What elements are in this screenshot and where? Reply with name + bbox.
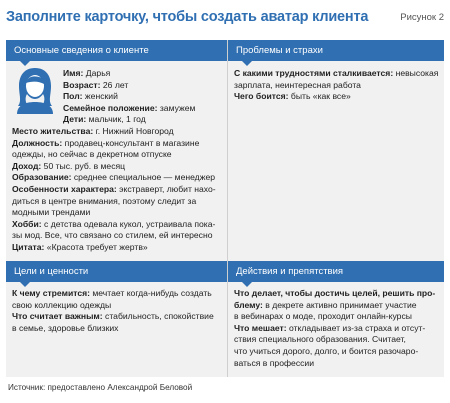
values-value: стабильность, спокойствие: [102, 311, 214, 322]
name-value: Дарья: [83, 68, 111, 78]
aspires-value: мечтает когда-нибудь создать: [90, 288, 212, 298]
section-header-problems: [228, 40, 444, 61]
actions-fields: [234, 288, 435, 369]
hinder-value-cont-2: что учиться дорого, долго, и боится разочаро-: [234, 345, 419, 356]
section-header-basic-label: Основные сведения о клиенте: [14, 45, 149, 56]
do-value-cont: в вебинарах о моде, проходит онлайн-курсы: [234, 311, 412, 322]
character-value-cont-1: диться в центре внимания, поэтому следит за: [12, 195, 197, 206]
card-frame: [6, 40, 444, 377]
source-note: Источник: предоставлено Александрой Беловой: [8, 383, 193, 392]
section-header-goals-label: Цели и ценности: [14, 266, 89, 277]
difficulties-value: невысокая: [393, 68, 439, 78]
goals-fields: [12, 288, 214, 334]
section-header-notch: [20, 282, 30, 287]
section-header-problems-label: Проблемы и страхи: [236, 45, 323, 56]
education-value: среднее специальное — менеджер: [71, 172, 216, 183]
difficulties-label: С какими трудностями сталкивается:: [234, 68, 394, 78]
family-value: замужем: [157, 102, 196, 113]
income-value: 50 тыс. руб. в месяц: [41, 160, 126, 171]
quote-value: «Красота требует жертв»: [44, 241, 148, 252]
basic-bottom-fields: [12, 126, 216, 254]
hinder-value-cont-3: ваться в профессии: [234, 357, 315, 368]
education-label: Образование:: [12, 172, 72, 183]
values-label: Что считает важным:: [12, 311, 103, 322]
name-label: Имя:: [63, 68, 84, 78]
job-value: продавец-консультант в магазине: [62, 137, 200, 148]
values-value-cont: в семье, здоровье близких: [12, 322, 119, 333]
figure-label: Рисунок 2: [400, 12, 444, 23]
hobby-value: с детства одевала кукол, устраивала пока-: [41, 218, 216, 229]
column-divider: [227, 40, 228, 377]
children-label: Дети:: [63, 114, 87, 125]
section-header-basic: [6, 40, 227, 61]
fear-value: быть «как все»: [288, 91, 351, 102]
title-row: [6, 9, 444, 29]
do-label: Что делает, чтобы достичь целей, решить про-: [234, 288, 436, 298]
section-header-notch: [242, 61, 252, 66]
age-value: 26 лет: [100, 79, 129, 90]
hinder-value-cont-1: ствия специального образования. Считает,: [234, 334, 406, 345]
family-label: Семейное положение:: [63, 102, 158, 113]
job-value-cont: одежды, но сейчас в декретном отпуске: [12, 149, 172, 160]
do-label-cont: блему:: [234, 299, 263, 310]
hinder-value: откладывает из-за страха и отсут-: [286, 322, 426, 333]
section-header-actions-label: Действия и препятствия: [236, 266, 344, 277]
age-label: Возраст:: [63, 79, 101, 90]
residence-value: г. Нижний Новгород: [93, 126, 174, 136]
section-header-goals: [6, 261, 227, 282]
children-value: мальчик, 1 год: [86, 114, 146, 125]
sex-label: Пол:: [63, 91, 83, 102]
aspires-value-cont: свою коллекцию одежды: [12, 299, 112, 310]
quote-label: Цитата:: [12, 241, 45, 252]
problems-fields: [234, 68, 438, 103]
page-title: Заполните карточку, чтобы создать аватар клиента: [6, 9, 369, 25]
difficulties-value-cont: зарплата, неинтересная работа: [234, 79, 361, 90]
character-value: экстраверт, любит нахо-: [116, 183, 216, 194]
residence-label: Место жительства:: [12, 126, 94, 136]
female-avatar-icon: [12, 64, 58, 114]
hobby-label: Хобби:: [12, 218, 42, 229]
sex-value: женский: [82, 91, 118, 102]
job-label: Должность:: [12, 137, 63, 148]
income-label: Доход:: [12, 160, 42, 171]
hinder-label: Что мешает:: [234, 322, 287, 333]
hobby-value-cont: зы мод. Все, что связано со стилем, ей интересно: [12, 230, 213, 241]
section-header-notch: [242, 282, 252, 287]
do-value: в декрете активно принимает участие: [262, 299, 417, 310]
character-value-cont-2: модными трендами: [12, 207, 91, 218]
basic-top-fields: [63, 68, 195, 126]
aspires-label: К чему стремится:: [12, 288, 90, 298]
fear-label: Чего боится:: [234, 91, 289, 102]
character-label: Особенности характера:: [12, 183, 117, 194]
section-header-actions: [228, 261, 444, 282]
